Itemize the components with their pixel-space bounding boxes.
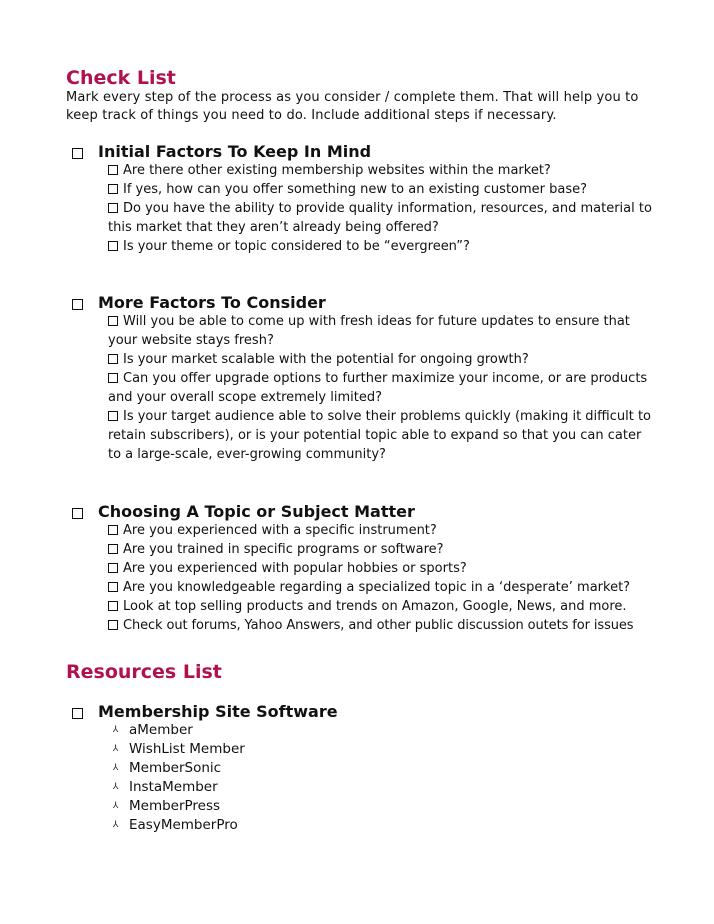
checklist-item xyxy=(108,578,668,597)
checklist-item xyxy=(108,521,668,540)
checklist-item-text: Are there other existing membership websites within the market? xyxy=(123,163,551,178)
checklist-items xyxy=(108,521,668,635)
checklist-intro: Mark every step of the process as you consider / complete them. That will help you to keep track of things you need to do. Include additional steps if necessary. xyxy=(66,90,639,123)
checklist-item-text: Are you experienced with popular hobbies or sports? xyxy=(123,561,467,576)
checklist-item-text: Is your target audience able to solve their problems quickly (making it difficult to retain subscribers), or is your potential topic able to expand so that you can cater to a large-scale, ever-growing community? xyxy=(108,409,652,462)
arrow-bullet-icon: ⅄ xyxy=(112,744,119,754)
checkbox-icon[interactable] xyxy=(108,525,118,535)
checklist-item-text: Can you offer upgrade options to further maximize your income, or are products and your overall scope extremely limited? xyxy=(108,371,648,405)
checklist-item-text: Check out forums, Yahoo Answers, and other public discussion outets for issues xyxy=(123,618,634,633)
checklist-item-text: Look at top selling products and trends on Amazon, Google, News, and more. xyxy=(123,599,627,614)
arrow-bullet-icon: ⅄ xyxy=(112,801,119,811)
checklist-item-text: If yes, how can you offer something new to an existing customer base? xyxy=(123,182,588,197)
checkbox-icon[interactable] xyxy=(108,620,118,630)
checkbox-icon[interactable] xyxy=(108,354,118,364)
checklist-item-text: Are you knowledgeable regarding a specialized topic in a ‘desperate’ market? xyxy=(123,580,631,595)
section-title: More Factors To Consider xyxy=(98,293,326,312)
checklist-items xyxy=(108,161,653,256)
checkbox-icon[interactable] xyxy=(108,184,118,194)
resource-item xyxy=(110,816,245,835)
section-checkbox-icon[interactable] xyxy=(72,508,83,519)
resource-item xyxy=(110,797,245,816)
checklist-item xyxy=(108,161,653,180)
checklist-item xyxy=(108,540,668,559)
resources-heading: Resources List xyxy=(66,661,222,683)
checklist-item xyxy=(108,616,668,635)
section-title: Membership Site Software xyxy=(98,702,338,721)
resource-item xyxy=(110,721,245,740)
checklist-item-text: Will you be able to come up with fresh ideas for future updates to ensure that your website stays fresh? xyxy=(108,314,630,348)
checklist-item xyxy=(108,312,653,350)
checklist-item xyxy=(108,369,653,407)
checkbox-icon[interactable] xyxy=(108,241,118,251)
resource-item xyxy=(110,740,245,759)
checklist-item-text: Are you experienced with a specific instrument? xyxy=(123,523,437,538)
checkbox-icon[interactable] xyxy=(108,563,118,573)
checklist-item xyxy=(108,407,653,464)
checkbox-icon[interactable] xyxy=(108,601,118,611)
checklist-item-text: Is your market scalable with the potential for ongoing growth? xyxy=(123,352,529,367)
checkbox-icon[interactable] xyxy=(108,316,118,326)
arrow-bullet-icon: ⅄ xyxy=(112,782,119,792)
section-title: Choosing A Topic or Subject Matter xyxy=(98,502,415,521)
checklist-item-text: Is your theme or topic considered to be “evergreen”? xyxy=(123,239,470,254)
resource-item-text: EasyMemberPro xyxy=(129,817,238,833)
resource-item xyxy=(110,759,245,778)
checklist-item xyxy=(108,180,653,199)
checklist-item-text: Do you have the ability to provide quality information, resources, and material to this market that they aren’t already being offered? xyxy=(108,201,652,235)
checklist-heading: Check List xyxy=(66,67,176,89)
resource-item xyxy=(110,778,245,797)
resource-item-text: aMember xyxy=(129,722,193,738)
checkbox-icon[interactable] xyxy=(108,411,118,421)
arrow-bullet-icon: ⅄ xyxy=(112,820,119,830)
checklist-item xyxy=(108,237,653,256)
checklist-item-text: Are you trained in specific programs or software? xyxy=(123,542,444,557)
checklist-items xyxy=(108,312,653,464)
checkbox-icon[interactable] xyxy=(108,544,118,554)
section-checkbox-icon[interactable] xyxy=(72,148,83,159)
checklist-item xyxy=(108,559,668,578)
checkbox-icon[interactable] xyxy=(108,165,118,175)
resource-item-text: InstaMember xyxy=(129,779,218,795)
checkbox-icon[interactable] xyxy=(108,203,118,213)
checklist-item xyxy=(108,597,668,616)
resource-item-text: MemberPress xyxy=(129,798,221,814)
checklist-item xyxy=(108,350,653,369)
section-checkbox-icon[interactable] xyxy=(72,299,83,310)
section-checkbox-icon[interactable] xyxy=(72,708,83,719)
checkbox-icon[interactable] xyxy=(108,582,118,592)
checkbox-icon[interactable] xyxy=(108,373,118,383)
section-title: Initial Factors To Keep In Mind xyxy=(98,142,372,161)
checklist-item xyxy=(108,199,653,237)
resource-items xyxy=(110,721,245,835)
resource-item-text: MemberSonic xyxy=(129,760,222,776)
resource-item-text: WishList Member xyxy=(129,741,245,757)
arrow-bullet-icon: ⅄ xyxy=(112,763,119,773)
arrow-bullet-icon: ⅄ xyxy=(112,725,119,735)
